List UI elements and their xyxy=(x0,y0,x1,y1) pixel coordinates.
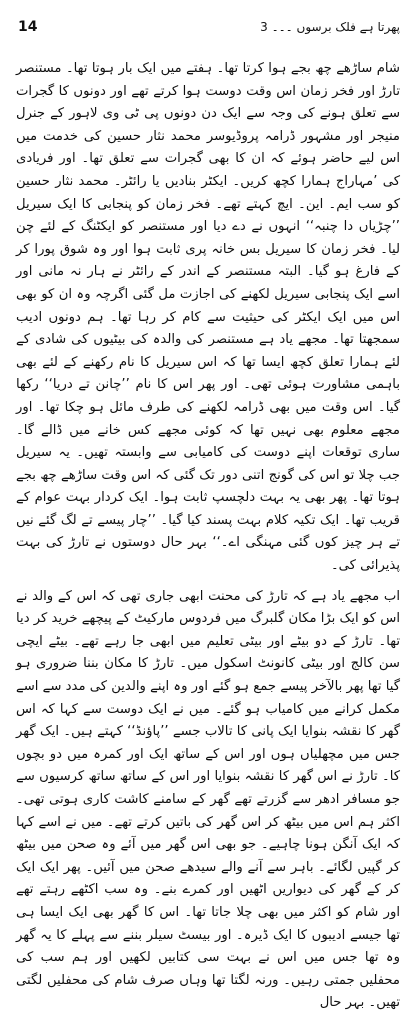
page-header xyxy=(18,14,400,40)
page-number: 14 xyxy=(18,19,38,35)
paragraph-1: شام ساڑھے چھ بجے ہوا کرتا تھا۔ ہفتے میں ایک بار ہوتا تھا۔ مستنصر تارڑ اور فخر زمان اس وقت دوست ہوا کرتے تھے اور دونوں کا گجرات سے تعلق ہونے کی وجہ سے ایک دن دونوں پی ٹی وی لاہور کے جنرل منیجر اور مشہور ڈرامہ پروڈیوسر محمد نثار حسین کی خدمت میں اس لیے حاضر ہوئے کہ ان کا بھی گجرات سے تعلق تھا۔ اور فریادی کی ’مہاراج ہمارا کچھ کریں۔ ایکٹر بنادیں یا رائٹر۔ محمد نثار حسین کو سب ایم۔ این۔ ایچ کہتے تھے۔ فخر زمان کو پنجابی کا ایک سیریل ’’چڑیاں دا چنبہ‘‘ انہوں نے دے دیا اور مستنصر کو ایکٹنگ کے لئے چن لیا۔ فخر زمان کا سیریل بس خانہ پری ثابت ہوا اور وہ شوق پورا کر کے فارغ ہو گیا۔ البتہ مستنصر کے اندر کے رائٹر نے ہار نہ مانی اور اسے ایک پنجابی سیریل لکھنے کی اجازت مل گئی اگرچہ وہ ان کو بھی اس میں ایک ایکٹر کی حیثیت سے کام کر رہا تھا۔ ہم دونوں ادیب سمجھتا تھا۔ مجھے یاد ہے مستنصر کی والدہ کی بیٹیوں کی شادی کے لئے ہمارا تعلق کچھ ایسا تھا کہ اس سیریل کا نام رکھنے کے لئے بھی باہمی مشاورت ہوئی تھی۔ اور پھر اس کا نام ’’چانن تے دریا‘‘ رکھا گیا۔ اس وقت میں بھی ڈرامہ لکھنے کی طرف مائل ہو چکا تھا۔ اور مجھے معلوم بھی نہیں تھا کہ کوئی مجھے کس خانے میں ڈالے گا۔ ساری توقعات اپنے دوست کی کامیابی سے وابستہ تھیں۔ یہ سیریل جب چلا تو اس کی گونج اتنی دور تک گئی کہ اس وقت ساڑھے چھ بجے ہوتا تھا۔ پھر بھی یہ بہت دلچسپ ثابت ہوا۔ ایک کردار بہت عوام کے قریب تھا۔ ایک تکیہ کلام بہت پسند کیا گیا۔ ’’چار پیسے تے لگ گئے نیں تے ہر چیز کوں گئی مہنگی اے۔‘‘ بہر حال دوستوں نے تارڑ کی بہت پذیرائی کی۔ xyxy=(16,61,400,574)
body-text xyxy=(16,58,400,1011)
paragraph-2: اب مجھے یاد ہے کہ تارڑ کی محنت ابھی جاری تھی کہ اس کے والد نے اس کو ایک بڑا مکان گلبرگ میں فردوس مارکیٹ کے پیچھے خرید کر دیا تھا۔ تارڑ کے دو بیٹے اور بیٹی تعلیم میں ابھی جا رہے تھے۔ بیٹے ایچی سن کالج اور بیٹی کانونٹ اسکول میں۔ تارڑ کا مکان بننا ضروری ہو گیا تھا پھر بالآخر پیسے جمع ہو گئے اور وہ اپنے والدین کی مدد سے اسے مکمل کرانے میں کامیاب ہو گئے۔ میں نے ایک دوست سے کہا کہ اس گھر کا نقشہ بنوایا ایک پانی کا تالاب جسے ’’پاؤنڈ‘‘ کہتے ہیں۔ ایک گھر جس میں مچھلیاں ہوں اور اس کے ساتھ ایک اور کمرہ میں دو بچوں کا۔ تارڑ نے اس گھر کا نقشہ بنوایا اور اس کے ساتھ ساتھ کرسیوں سے جو مسافر ادھر سے گزرتے تھے گھر کے سامنے کاشت کاری ہوتی تھی۔ اکثر ہم اس میں بیٹھ کر اس گھر کی باتیں کرتے تھے۔ میں نے اسے کہا کہ ایک آنگن ہونا چاہیے۔ جو بھی اس گھر میں آئے وہ صحن میں بیٹھ کر گپیں لگائے۔ باہر سے آنے والے سیدھے صحن میں آئیں۔ پھر ایک ایک کر کے گھر کی دیواریں اٹھیں اور کمرے بنے۔ وہ سب اکٹھے رہتے تھے اور شام کو اکثر میں بھی چلا جاتا تھا۔ اس کا گھر بھی ایک ایسا ہی تھا جیسے ادیبوں کا ایک ڈیرہ۔ اور بیسٹ سیلر بننے سے پہلے کا یہ گھر وہ تھا جس میں اس نے بہت سی کتابیں لکھیں اور ہم سب کی محفلیں جمتی رہیں۔ ورنہ لگتا تھا وہاں صرف شام کی محفلیں لگتی تھیں۔ بہر حال xyxy=(16,588,400,1011)
running-title: پھرتا ہے فلک برسوں ۔۔۔ 3 xyxy=(260,20,400,34)
